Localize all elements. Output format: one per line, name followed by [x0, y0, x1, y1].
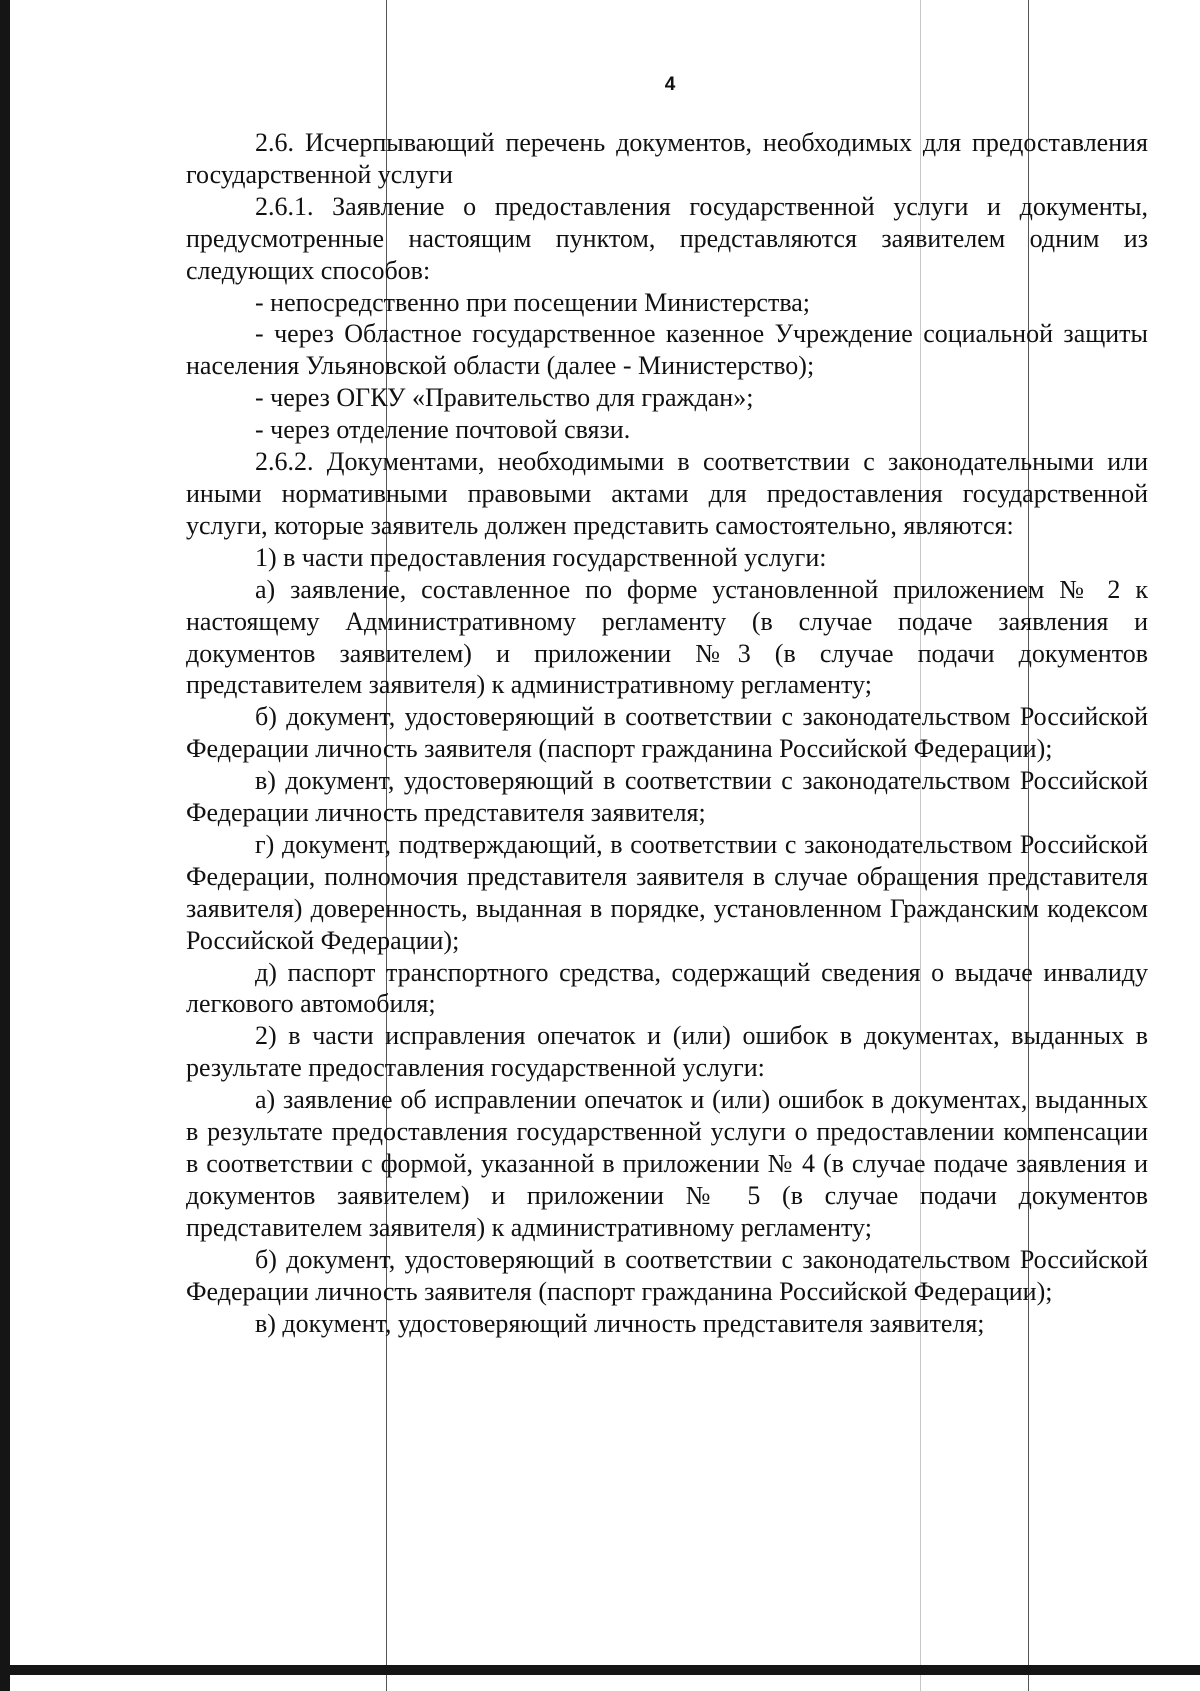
paragraph: а) заявление, составленное по форме установленной приложением № 2 к настоящему Административному регламенту (в случае подаче заявления и документов заявителем) и приложении №3 (в случае подачи документов представителем заявителя) к административному регламенту; — [186, 574, 1148, 700]
scan-edge-left — [0, 0, 10, 1691]
paragraph: 1) в части предоставления государственной услуги: — [255, 542, 827, 572]
paragraph: - через отделение почтовой связи. — [255, 415, 631, 445]
paragraph: 2.6.1. Заявление о предоставления государственной услуги и документы, предусмотренные настоящим пунктом, представляются заявителем одним из следующих способов: — [186, 191, 1148, 285]
scan-edge-bottom — [0, 1665, 1200, 1675]
paragraph: - через ОГКУ «Правительство для граждан»; — [255, 383, 754, 413]
paragraph: г) документ, подтверждающий, в соответствии с законодательством Российской Федерации, полномочия представителя заявителя в случае обращения представителя заявителя) доверенность, выданная в порядке, установленном Гражданским кодексом Российской Федерации); — [186, 829, 1148, 955]
paragraph: - через Областное государственное казенное Учреждение социальной защиты населения Ульяновской области (далее - Министерство); — [186, 319, 1148, 381]
document-body — [186, 127, 1148, 1339]
paragraph: б) документ, удостоверяющий в соответствии с законодательством Российской Федерации личность заявителя (паспорт гражданина Российской Федерации); — [186, 1244, 1148, 1306]
paragraph: 2.6. Исчерпывающий перечень документов, необходимых для предоставления государственной услуги — [186, 128, 1148, 189]
paragraph: д) паспорт транспортного средства, содержащий сведения о выдаче инвалиду легкового автомобиля; — [186, 957, 1148, 1019]
paragraph: б) документ, удостоверяющий в соответствии с законодательством Российской Федерации личность заявителя (паспорт гражданина Российской Федерации); — [186, 702, 1148, 764]
paragraph: - непосредственно при посещении Министерства; — [255, 287, 811, 317]
paragraph: 2) в части исправления опечаток и (или) ошибок в документах, выданных в результате предоставления государственной услуги: — [186, 1021, 1148, 1083]
paragraph: в) документ, удостоверяющий личность представителя заявителя; — [255, 1308, 985, 1338]
paragraph: в) документ, удостоверяющий в соответствии с законодательством Российской Федерации личность представителя заявителя; — [186, 766, 1148, 828]
page-number: 4 — [664, 74, 676, 95]
paragraph: а) заявление об исправлении опечаток и (или) ошибок в документах, выданных в результате предоставления государственной услуги о предоставлении компенсации в соответствии с формой, указанной в приложении № 4 (в случае подаче заявления и документов заявителем) и приложении № 5 (в случае подачи документов представителем заявителя) к административному регламенту; — [186, 1085, 1148, 1242]
paragraph: 2.6.2. Документами, необходимыми в соответствии с законодательными или иными нормативными правовыми актами для предоставления государственной услуги, которые заявитель должен представить самостоятельно, являются: — [186, 447, 1148, 540]
